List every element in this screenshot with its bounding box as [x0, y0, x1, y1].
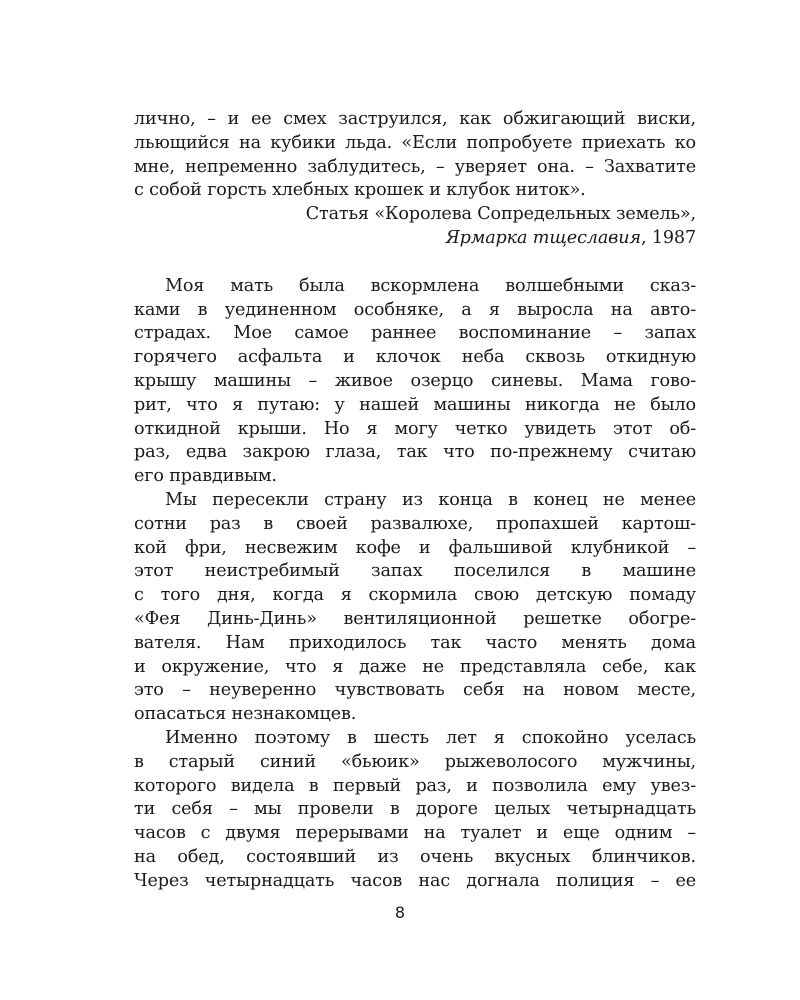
section-gap	[134, 251, 696, 275]
attribution-source: Статья «Королева Сопредельных земель»,	[305, 204, 696, 225]
text-line: и окружение, что я даже не представляла себе, как	[134, 656, 696, 677]
text-line: ками в уединенном особняке, а я выросла на авто-	[134, 299, 696, 320]
epigraph-attribution	[134, 203, 696, 251]
text-line: его правдивым.	[134, 466, 277, 487]
publication-title: Ярмарка тщеславия	[445, 227, 641, 248]
text-line: Именно поэтому в шесть лет я спокойно уселась	[165, 727, 696, 748]
attribution-publication	[134, 227, 696, 251]
text-line: с того дня, когда я скормила свою детскую помаду	[134, 585, 696, 606]
paragraph-3	[134, 727, 696, 894]
text-line: это – неуверенно чувствовать себя на новом месте,	[134, 680, 696, 701]
text-line: страдах. Мое самое раннее воспоминание – запах	[134, 323, 696, 344]
text-line: опасаться незнакомцев.	[134, 704, 357, 725]
text-line: на обед, состоявший из очень вкусных блинчиков.	[134, 846, 696, 867]
text-line: откидной крыши. Но я могу четко увидеть этот об-	[134, 418, 696, 439]
paragraph-1	[134, 275, 696, 489]
page-number: 8	[394, 903, 406, 922]
epigraph-line: льющийся на кубики льда. «Если попробуете приехать ко	[134, 132, 696, 153]
text-line: «Фея Динь-Динь» вентиляционной решетке обогре-	[134, 608, 696, 629]
epigraph-line: лично, – и ее смех заструился, как обжигающий виски,	[134, 109, 696, 129]
text-line: Моя мать была вскормлена волшебными сказ-	[165, 275, 696, 296]
text-line: кой фри, несвежим кофе и фальшивой клубникой –	[134, 537, 696, 558]
text-line: ти себя – мы провели в дороге целых четырнадцать	[134, 799, 696, 820]
text-line: раз, едва закрою глаза, так что по-прежнему считаю	[134, 442, 696, 463]
epigraph	[134, 108, 696, 203]
text-block	[134, 108, 696, 894]
text-line: Мы пересекли страну из конца в конец не менее	[165, 489, 696, 510]
text-line: часов с двумя перерывами на туалет и еще одним –	[134, 823, 696, 844]
text-line: этот неистребимый запах поселился в машине	[134, 561, 696, 582]
text-line: крышу машины – живое озерцо синевы. Мама гово-	[134, 370, 696, 391]
text-line: которого видела в первый раз, и позволила ему увез-	[134, 775, 696, 796]
epigraph-line: мне, непременно заблудитесь, – уверяет она. – Захватите	[134, 156, 696, 177]
text-line: вателя. Нам приходилось так часто менять дома	[134, 632, 696, 653]
text-line: рит, что я путаю: у нашей машины никогда не было	[134, 394, 696, 415]
text-line: горячего асфальта и клочок неба сквозь откидную	[134, 347, 696, 368]
text-line: в старый синий «бьюик» рыжеволосого мужчины,	[134, 751, 696, 772]
epigraph-line: с собой горсть хлебных крошек и клубок ниток».	[134, 180, 586, 201]
publication-year: , 1987	[640, 227, 696, 248]
text-line: Через четырнадцать часов нас догнала полиция – ее	[134, 870, 696, 891]
text-line: сотни раз в своей развалюхе, пропахшей картош-	[134, 513, 696, 534]
paragraph-2	[134, 489, 696, 727]
